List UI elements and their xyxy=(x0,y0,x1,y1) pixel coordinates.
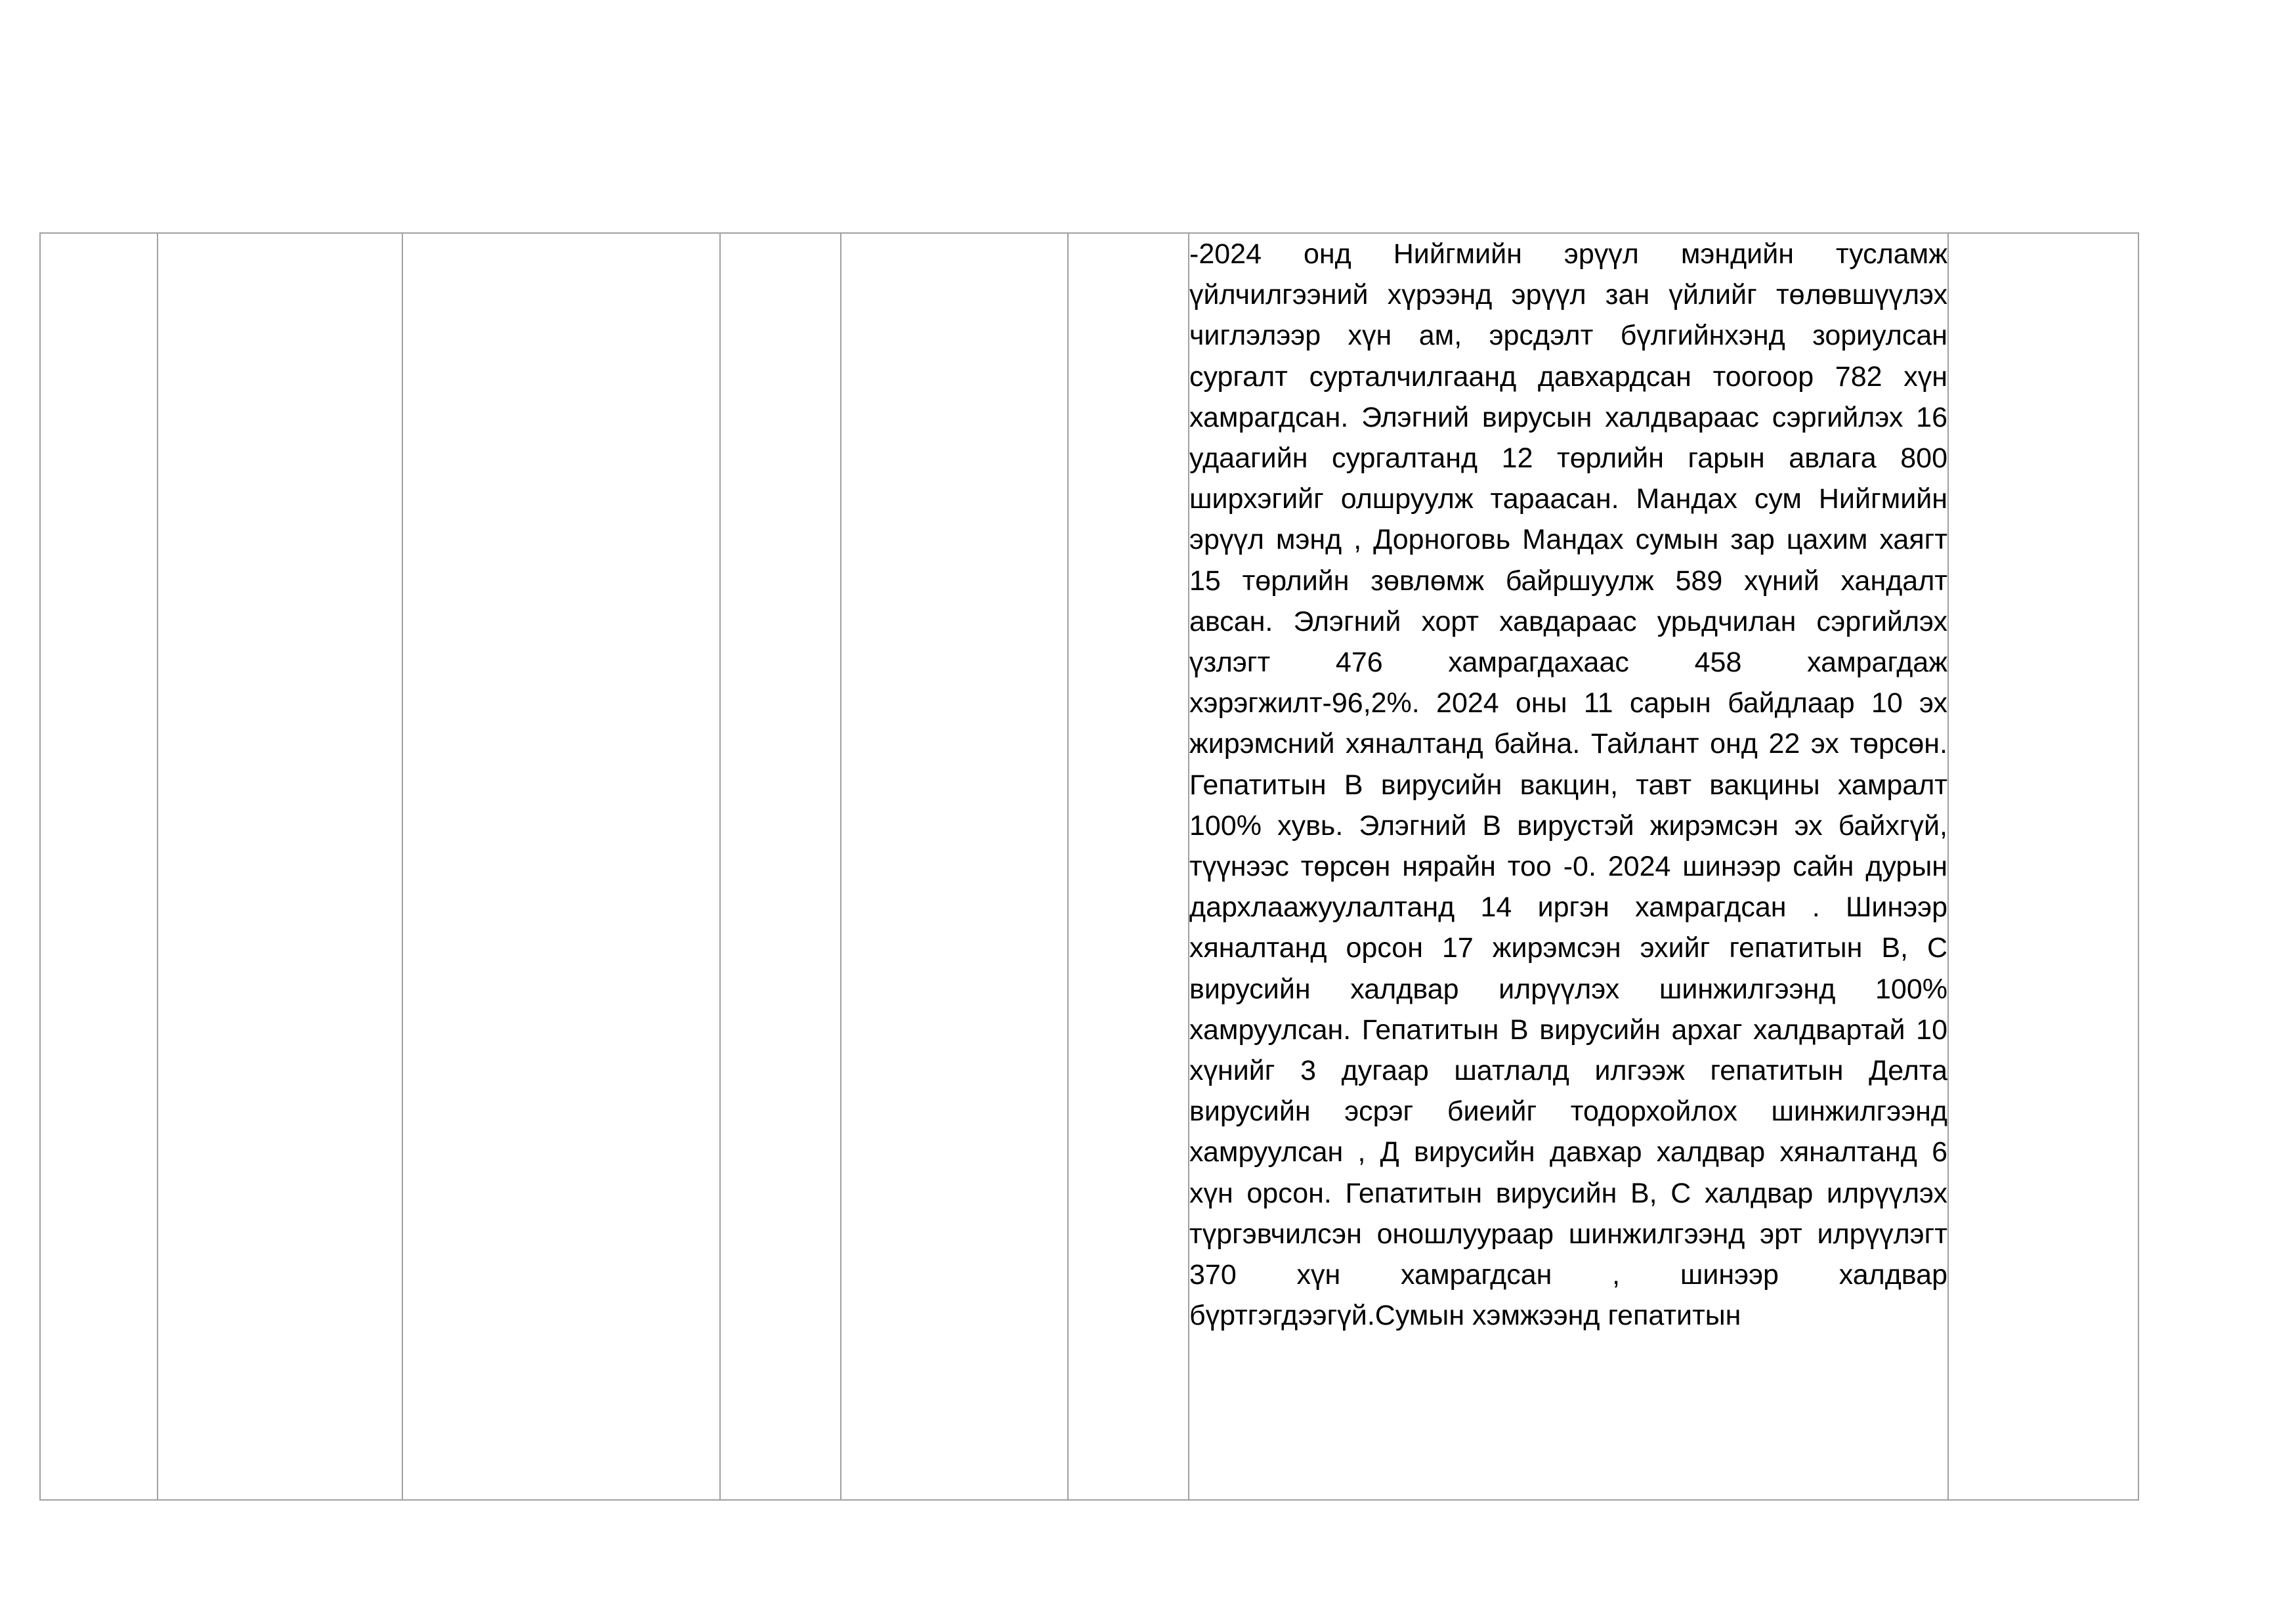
table-cell-empty-8 xyxy=(1948,233,2138,1500)
report-table xyxy=(39,232,2139,1501)
table-cell-empty-5 xyxy=(841,233,1068,1500)
table-cell-empty-1 xyxy=(40,233,158,1500)
table-cell-empty-6 xyxy=(1068,233,1189,1500)
table-cell-empty-2 xyxy=(158,233,402,1500)
table-cell-empty-3 xyxy=(402,233,720,1500)
table-row xyxy=(40,233,2138,1500)
table-cell-empty-4 xyxy=(720,233,841,1500)
content-paragraph: -2024 онд Нийгмийн эрүүл мэндийн тусламж үйлчилгээний хүрээнд эрүүл зан үйлийг төлөвшүүлэх чиглэлээр хүн ам, эрсдэлт бүлгийнхэнд зориулсан сургалт сурталчилгаанд давхардсан тоогоор 782 хүн хамрагдсан. Элэгний вирусын халдвараас сэргийлэх 16 удаагийн сургалтанд 12 төрлийн гарын авлага 800 ширхэгийг олшруулж тараасан. Мандах сум Нийгмийн эрүүл мэнд , Дорноговь Мандах сумын зар цахим хаягт 15 төрлийн зөвлөмж байршуулж 589 хүний хандалт авсан. Элэгний хорт хавдараас урьдчилан сэргийлэх үзлэгт 476 хамрагдахаас 458 хамрагдаж хэрэгжилт-96,2%. 2024 оны 11 сарын байдлаар 10 эх жирэмсний хяналтанд байна. Тайлант онд 22 эх төрсөн. Гепатитын В вирусийн вакцин, тавт вакцины хамралт 100% хувь. Элэгний В вирустэй жирэмсэн эх байхгүй, түүнээс төрсөн нярайн тоо -0. 2024 шинээр сайн дурын дархлаажуулалтанд 14 иргэн хамрагдсан . Шинээр хяналтанд орсон 17 жирэмсэн эхийг гепатитын В, С вирусийн халдвар илрүүлэх шинжилгээнд 100% хамруулсан. Гепатитын В вирусийн архаг халдвартай 10 хүнийг 3 дугаар шатлалд илгээж гепатитын Делта вирусийн эсрэг биеийг тодорхойлох шинжилгээнд хамруулсан , Д вирусийн давхар халдвар хяналтанд 6 хүн орсон. Гепатитын вирусийн В, С халдвар илрүүлэх түргэвчилсэн оношлуураар шинжилгээнд эрт илрүүлэгт 370 хүн хамрагдсан , шинээр халдвар бүртгэгдээгүй.Сумын хэмжээнд гепатитын xyxy=(1189,238,1947,1332)
table-cell-content xyxy=(1189,233,1948,1500)
